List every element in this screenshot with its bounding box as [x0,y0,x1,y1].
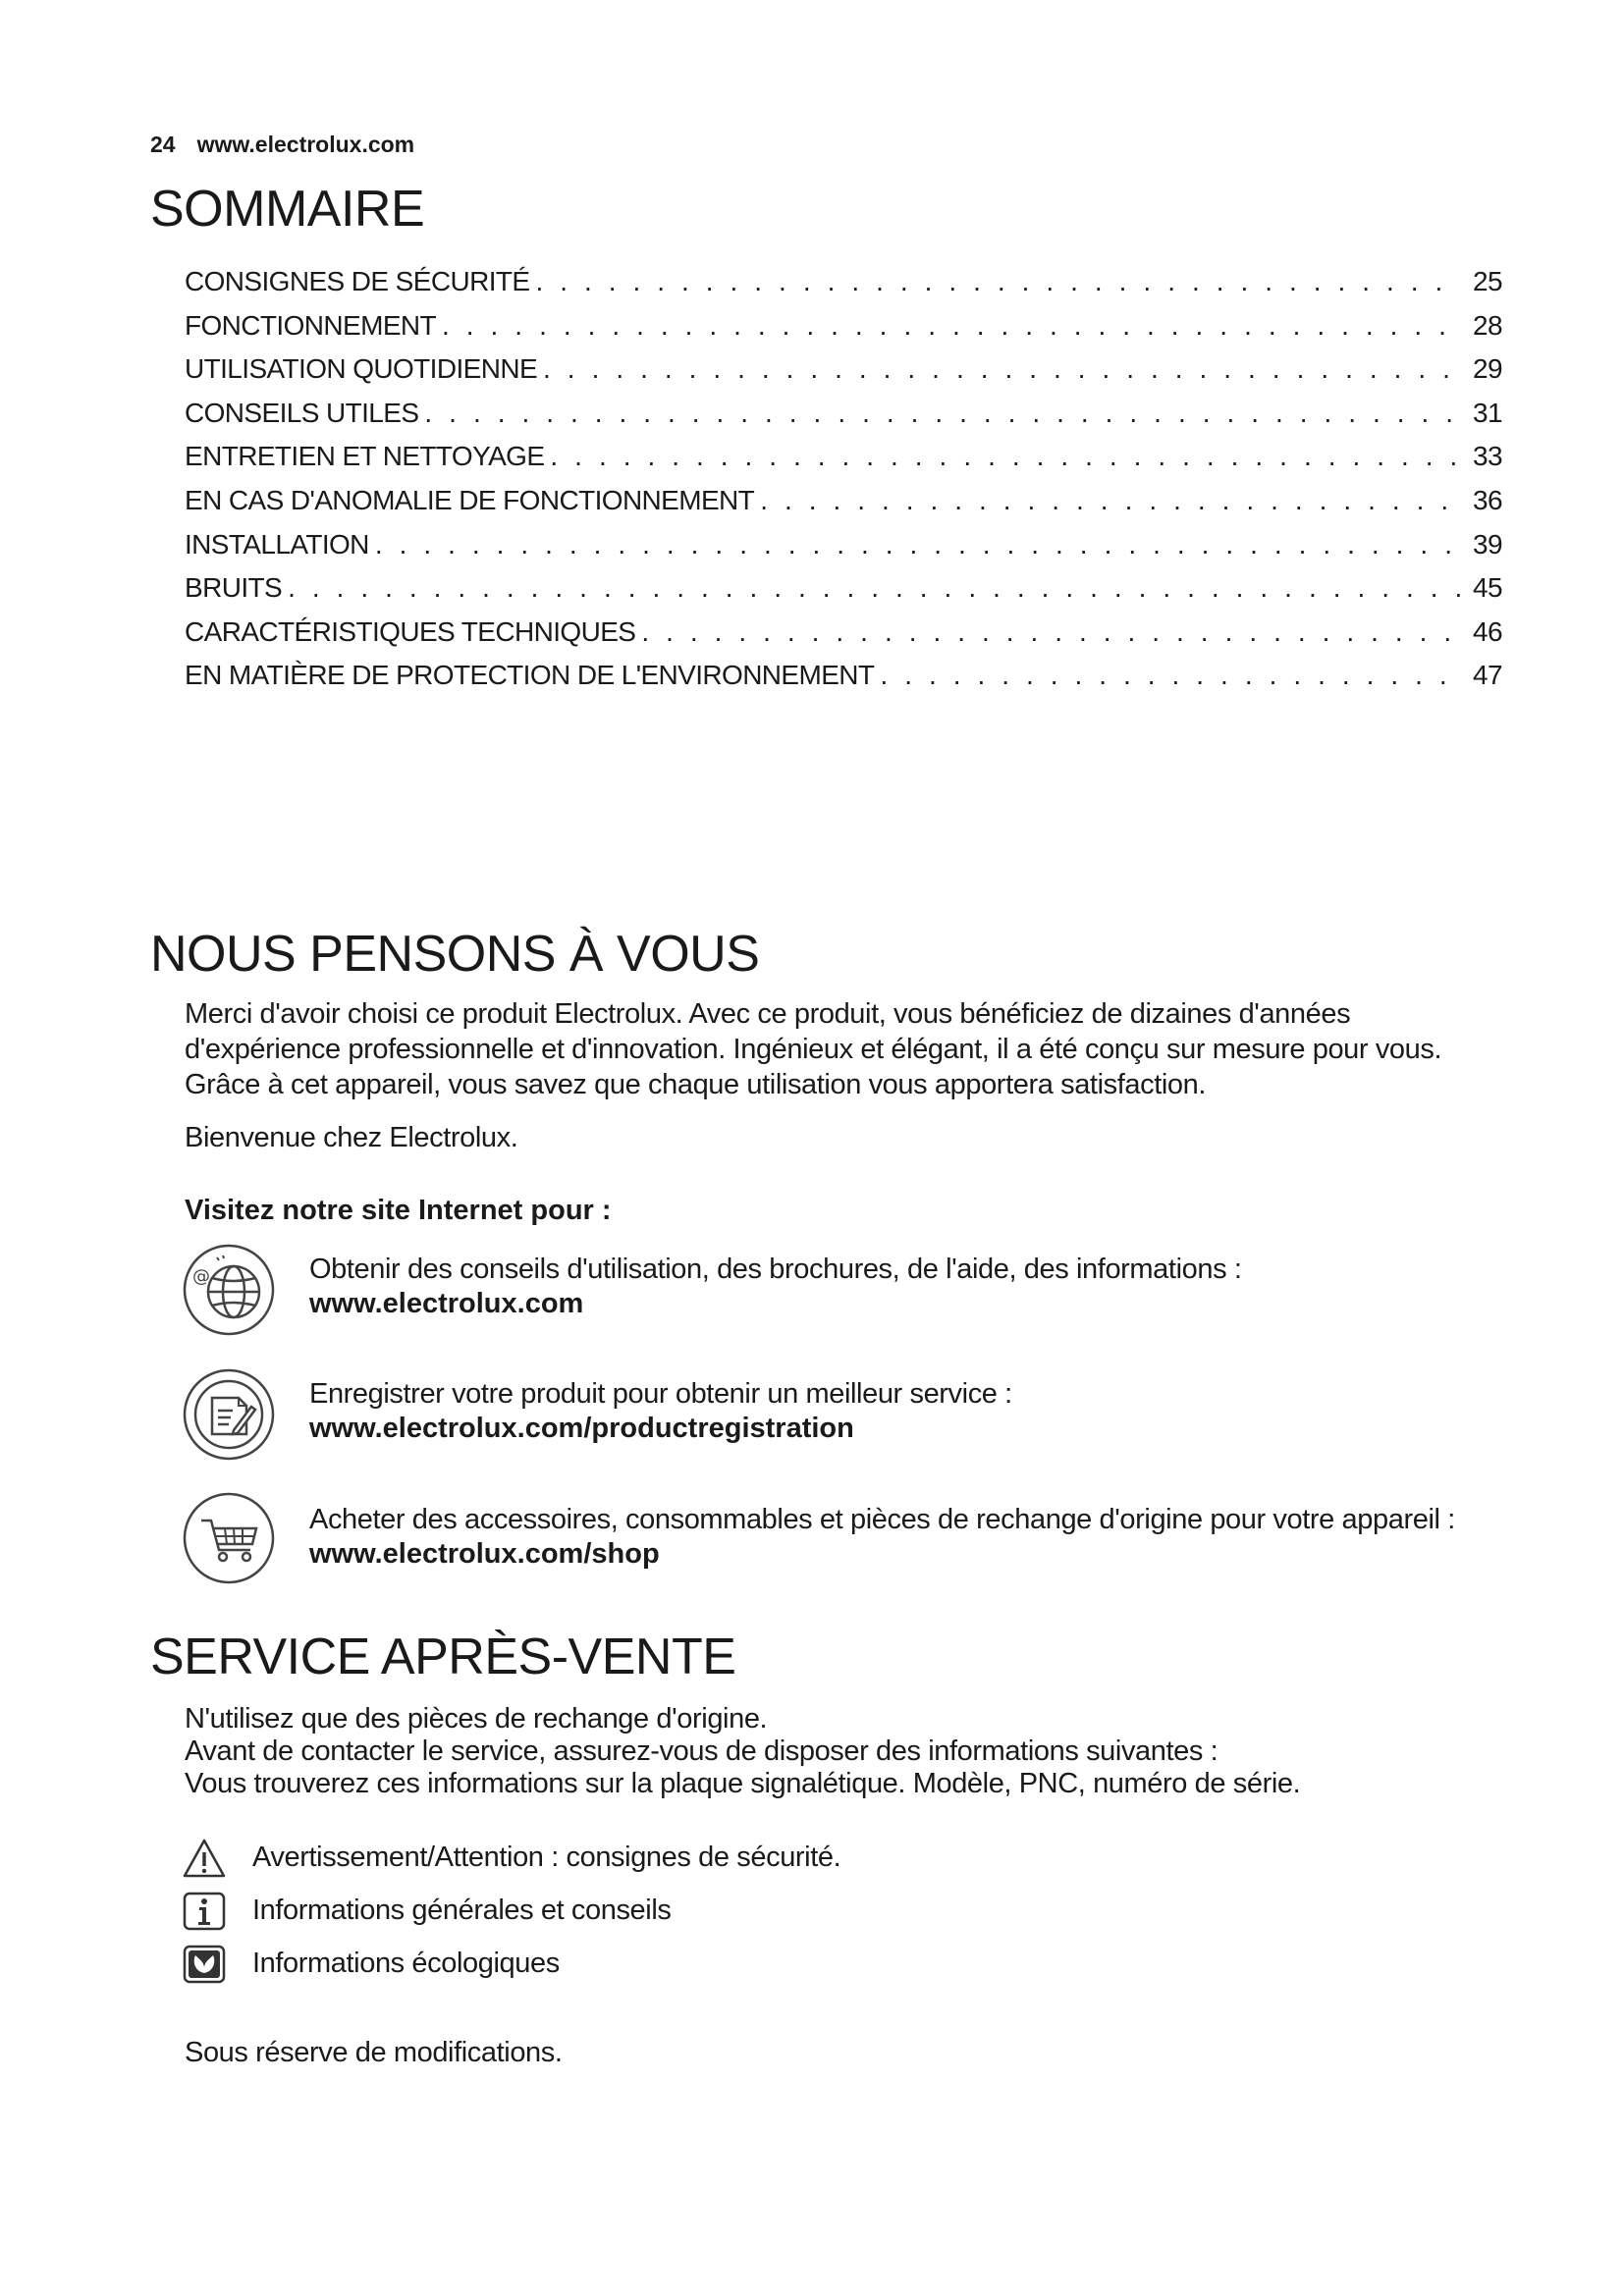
service-title: SERVICE APRÈS-VENTE [150,1629,736,1685]
toc-leader-dots [880,660,1461,691]
link-item-text-block [309,1377,1517,1446]
link-item-text-block [309,1253,1517,1321]
svg-text:@: @ [192,1266,210,1287]
legend-text: Informations écologiques [252,1948,560,1979]
toc-entry[interactable] [185,266,1502,310]
toc-entry[interactable] [185,310,1502,354]
link-description: Enregistrer votre produit pour obtenir un meilleur service : [309,1378,1012,1410]
toc-leader-dots [424,398,1461,429]
toc-entry-label: EN MATIÈRE DE PROTECTION DE L'ENVIRONNEMENT [185,660,875,691]
disclaimer: Sous réserve de modifications. [185,2037,563,2068]
toc-entry-label: CONSEILS UTILES [185,397,419,428]
toc-entry[interactable] [185,572,1502,616]
link-description: Obtenir des conseils d'utilisation, des brochures, de l'aide, des informations : [309,1254,1242,1285]
toc-leader-dots [442,310,1461,342]
toc-leader-dots [760,485,1461,516]
toc-entry-label: FONCTIONNEMENT [185,309,437,341]
link-description: Acheter des accessoires, consommables et pièces de rechange d'origine pour votre appareil : [309,1504,1455,1535]
toc-leader-dots [375,529,1461,561]
legend-text: Avertissement/Attention : consignes de sécurité. [252,1842,841,1873]
link-item-info [182,1243,1517,1341]
service-line: Vous trouverez ces informations sur la plaque signalétique. Modèle, PNC, numéro de série. [185,1768,1301,1799]
toc-entry-page: 46 [1473,615,1502,647]
toc-entry[interactable] [185,616,1502,661]
shop-link[interactable]: www.electrolux.com/shop [309,1538,660,1570]
toc-entry-page: 36 [1473,484,1502,515]
page-number: 24 [150,132,176,157]
toc-entry[interactable] [185,441,1502,485]
visit-website-heading: Visitez notre site Internet pour : [185,1195,612,1226]
toc-entry-label: UTILISATION QUOTIDIENNE [185,353,538,385]
toc-leader-dots [535,266,1461,297]
toc-entry-label: CARACTÉRISTIQUES TECHNIQUES [185,615,636,647]
toc-title: SOMMAIRE [150,181,425,238]
toc-leader-dots [543,353,1461,385]
about-paragraph: Merci d'avoir choisi ce produit Electrolux. Avec ce produit, vous bénéficiez de dizaines d'années d'expérience professionnelle et d'innovation. Ingénieux et élégant, il a été conçu sur mesure pour vous. Grâce à cet appareil, vous savez que chaque utilisation vous apportera satisfaction. [185,998,1442,1100]
toc-entry[interactable] [185,353,1502,398]
toc-entry-label: INSTALLATION [185,528,369,560]
about-title: NOUS PENSONS À VOUS [150,926,760,983]
link-item-shop [182,1491,1517,1589]
info-icon [182,1891,227,1932]
toc-leader-dots [641,616,1461,648]
toc-entry-page: 29 [1473,353,1502,385]
toc-entry-page: 47 [1473,660,1502,691]
registration-icon [182,1367,276,1462]
warning-icon [182,1838,227,1879]
toc-leader-dots [288,572,1461,604]
service-paragraph [185,1703,1461,1800]
toc-entry-page: 39 [1473,528,1502,560]
service-line: N'utilisez que des pièces de rechange d'origine. [185,1703,768,1735]
toc-entry[interactable] [185,529,1502,573]
toc-entry-page: 31 [1473,397,1502,428]
toc-entry[interactable] [185,485,1502,529]
toc-entry-page: 33 [1473,441,1502,472]
page-header [150,132,414,158]
toc-leader-dots [550,441,1461,472]
eco-icon [182,1944,227,1985]
toc-entry-label: ENTRETIEN ET NETTOYAGE [185,441,545,472]
product-registration-link[interactable]: www.electrolux.com/productregistration [309,1413,854,1444]
service-line: Avant de contacter le service, assurez-vous de disposer des informations suivantes : [185,1735,1218,1767]
header-website-link[interactable]: www.electrolux.com [196,132,415,157]
toc-entry-page: 45 [1473,572,1502,604]
link-item-registration [182,1367,1517,1466]
link-item-text-block [309,1503,1517,1572]
toc-entry-page: 25 [1473,266,1502,296]
toc-entry-label: BRUITS [185,572,283,604]
toc-entry[interactable] [185,660,1502,704]
toc-entry[interactable] [185,398,1502,442]
legend-text: Informations générales et conseils [252,1895,672,1926]
website-link[interactable]: www.electrolux.com [309,1288,584,1319]
welcome-text: Bienvenue chez Electrolux. [185,1122,518,1153]
toc-entry-label: CONSIGNES DE SÉCURITÉ [185,266,530,296]
table-of-contents [185,266,1502,704]
globe-icon [182,1243,276,1337]
shopping-cart-icon [182,1491,276,1585]
toc-entry-page: 28 [1473,309,1502,341]
toc-entry-label: EN CAS D'ANOMALIE DE FONCTIONNEMENT [185,484,755,515]
